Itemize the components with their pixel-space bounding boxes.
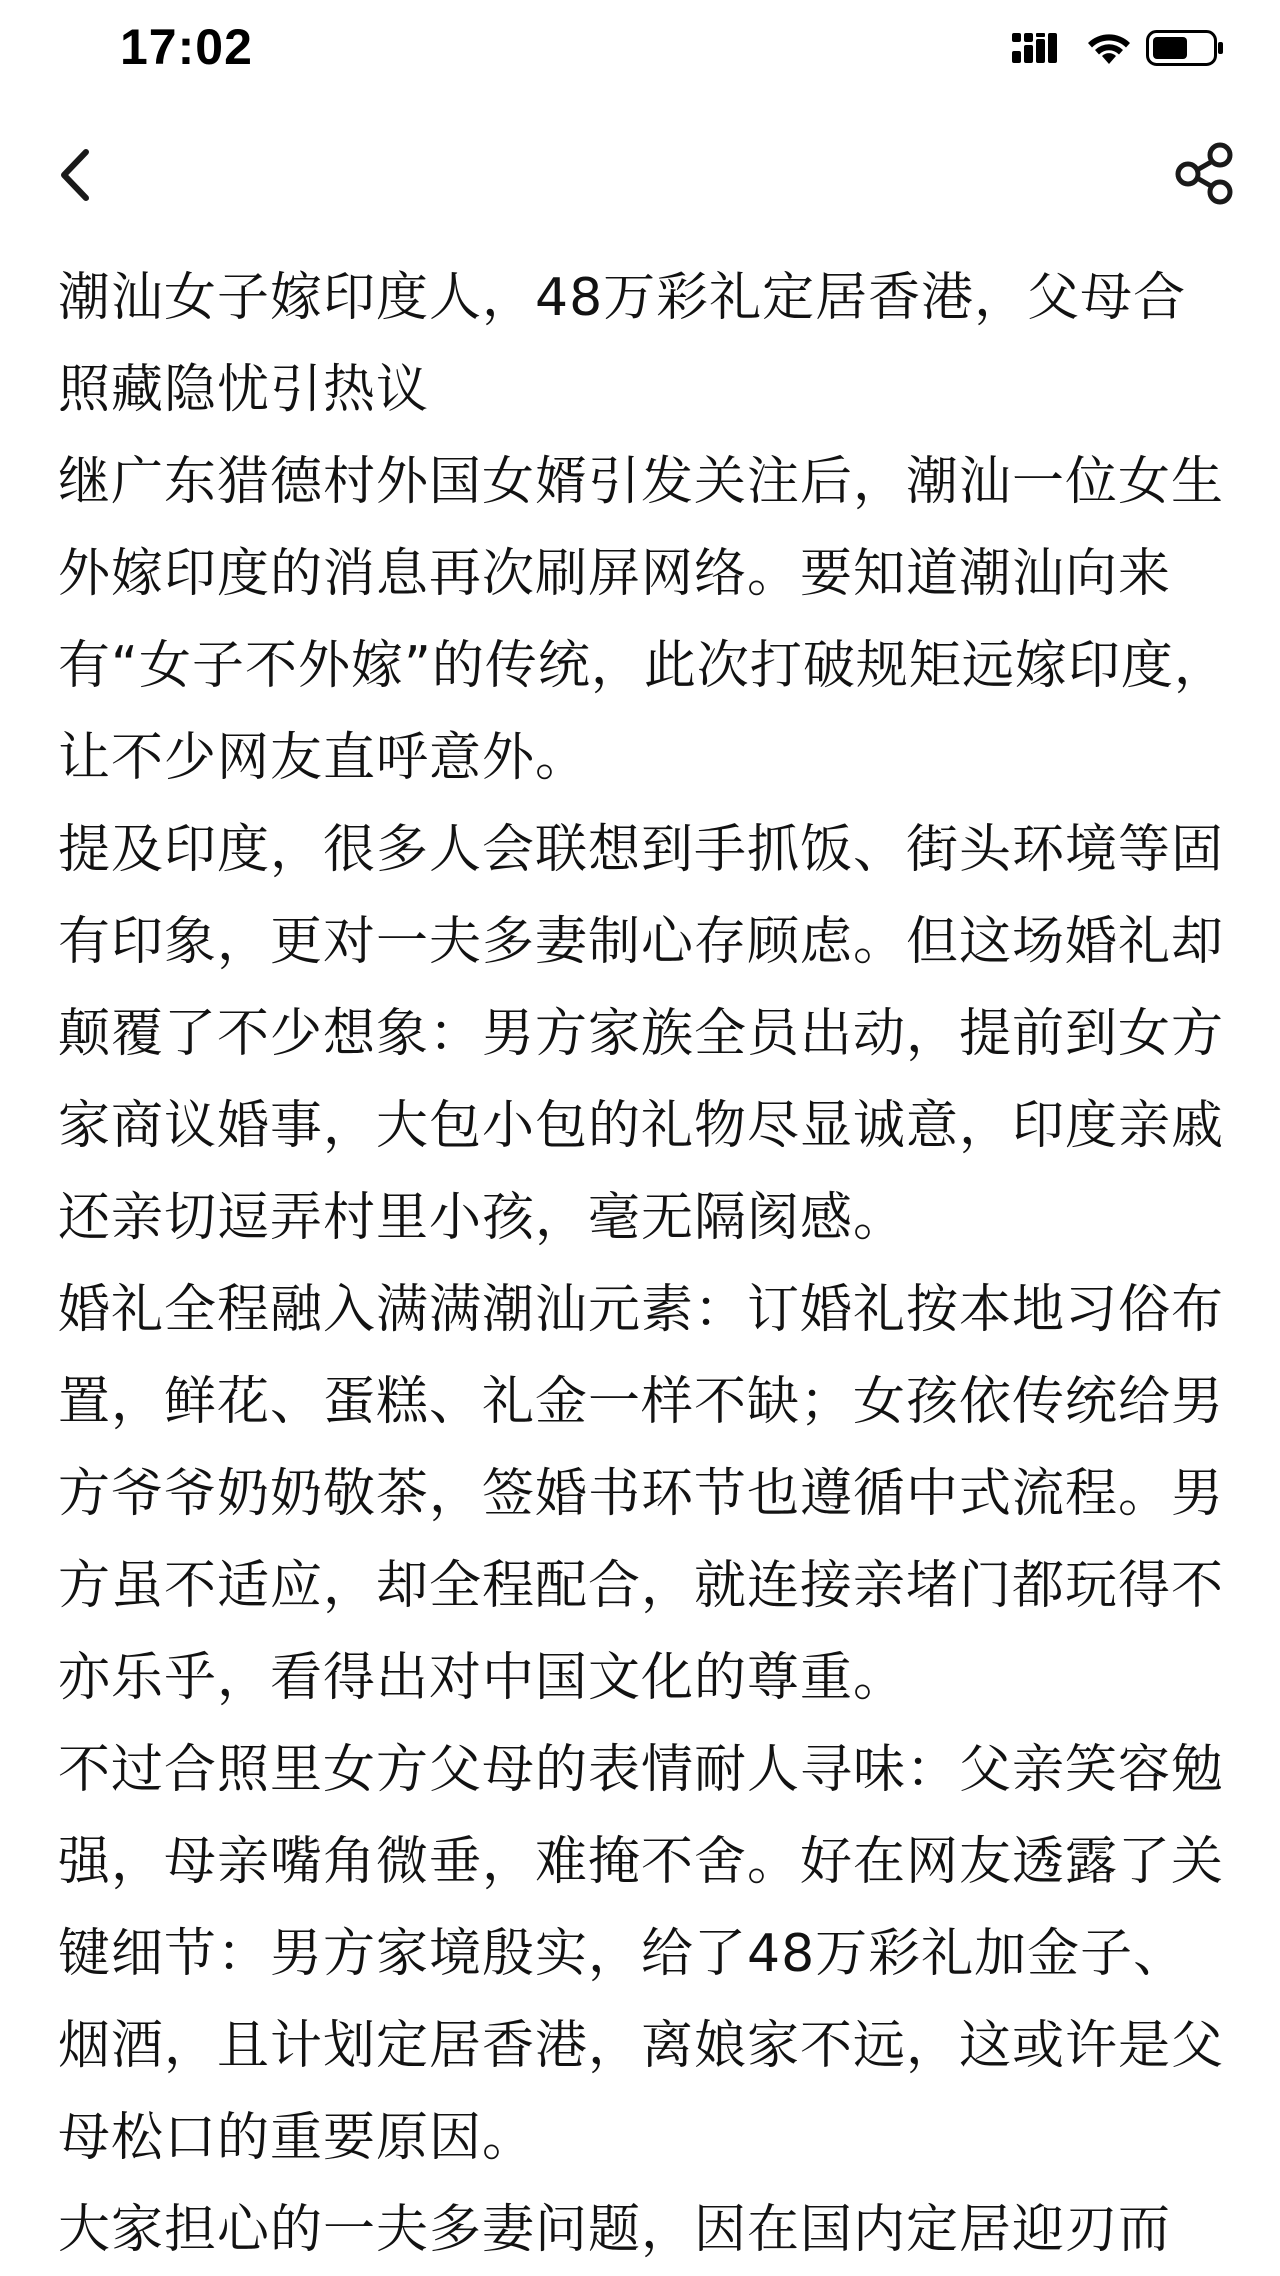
status-icons [1012, 26, 1224, 70]
nav-bar [0, 120, 1280, 230]
article-paragraph: 继广东猎德村外国女婿引发关注后，潮汕一位女生外嫁印度的消息再次刷屏网络。要知道潮汕向来有“女子不外嫁”的传统，此次打破规矩远嫁印度，让不少网友直呼意外。 [58, 452, 1227, 788]
status-time: 17:02 [120, 19, 253, 75]
status-bar [0, 0, 1280, 96]
article-paragraph: 不过合照里女方父母的表情耐人寻味：父亲笑容勉强，母亲嘴角微垂，难掩不舍。好在网友透露了关键细节：男方家境殷实，给了48万彩礼加金子、烟酒，且计划定居香港，离娘家不远，这或许是父母松口的重要原因。 [58, 1740, 1225, 2168]
share-button[interactable] [1170, 138, 1240, 208]
article-paragraph: 提及印度，很多人会联想到手抓饭、街头环境等固有印象，更对一夫多妻制心存顾虑。但这场婚礼却颠覆了不少想象：男方家族全员出动，提前到女方家商议婚事，大包小包的礼物尽显诚意，印度亲戚还亲切逗弄村里小孩，毫无隔阂感。 [58, 820, 1225, 1248]
chevron-left-icon [50, 140, 110, 210]
battery-icon [1146, 30, 1224, 66]
article-title: 潮汕女子嫁印度人，48万彩礼定居香港，父母合照藏隐忧引热议 [58, 268, 1187, 420]
signal-icon [1012, 33, 1072, 63]
wifi-icon [1086, 31, 1132, 65]
article-body [58, 252, 1238, 2276]
article-paragraph: 婚礼全程融入满满潮汕元素：订婚礼按本地习俗布置，鲜花、蛋糕、礼金一样不缺；女孩依传统给男方爷爷奶奶敬茶，签婚书环节也遵循中式流程。男方虽不适应，却全程配合，就连接亲堵门都玩得不亦乐乎，看得出对中国文化的尊重。 [58, 1280, 1225, 1708]
article-paragraph: 大家担心的一夫多妻问题，因在国内定居迎刃而 [58, 2200, 1172, 2260]
back-button[interactable] [50, 140, 110, 210]
share-icon [1170, 138, 1240, 208]
